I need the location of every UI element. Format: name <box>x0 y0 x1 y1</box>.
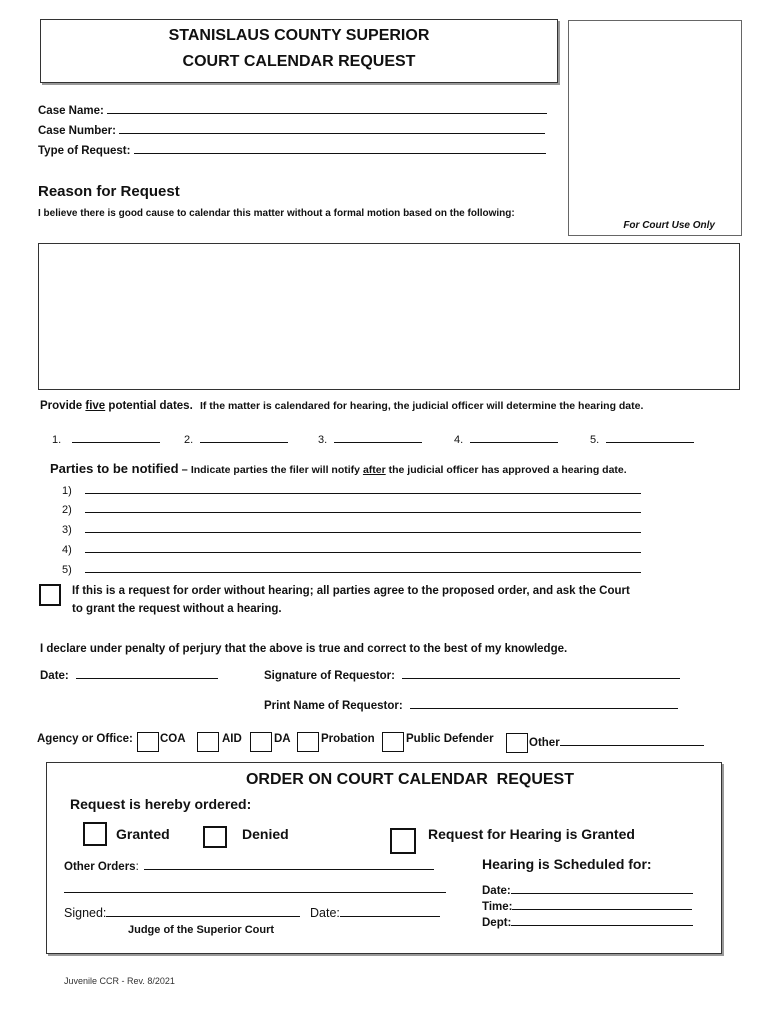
hearing-granted-label: Request for Hearing is Granted <box>428 826 635 842</box>
hearing-scheduled-label: Hearing is Scheduled for: <box>482 856 652 872</box>
parties-heading: Parties to be notified <box>50 461 179 476</box>
type-of-request-row <box>38 141 546 157</box>
court-use-label: For Court Use Only <box>623 220 715 231</box>
reason-textbox[interactable] <box>38 243 740 390</box>
party-number-1: 1) <box>62 485 72 497</box>
order-ordered-label: Request is hereby ordered: <box>70 796 252 812</box>
hearing-time-row <box>482 897 692 913</box>
other-orders-field-2[interactable] <box>64 880 446 893</box>
print-name-field[interactable] <box>410 696 678 709</box>
reason-intro: I believe there is good cause to calendar this matter without a formal motion based on the following: <box>38 208 515 219</box>
party-row-4 <box>62 540 641 556</box>
declaration-date-field[interactable] <box>76 666 218 679</box>
party-field-4[interactable] <box>85 540 641 553</box>
agency-option-coa: COA <box>160 733 186 745</box>
date-number-5: 5. <box>590 434 600 446</box>
signed-field[interactable] <box>106 904 300 917</box>
dates-lead: Provide <box>40 400 86 412</box>
party-number-2: 2) <box>62 504 72 516</box>
date-number-2: 2. <box>184 434 194 446</box>
agency-checkbox-other[interactable] <box>506 733 528 753</box>
order-date-label: Date: <box>310 906 340 920</box>
hearing-date-field[interactable] <box>511 881 693 894</box>
hearing-dept-label: Dept: <box>482 917 512 929</box>
party-field-1[interactable] <box>85 481 641 494</box>
agency-other-field[interactable] <box>560 733 704 746</box>
case-name-field[interactable] <box>107 101 547 114</box>
agency-label: Agency or Office: <box>37 733 133 745</box>
signature-row <box>264 666 680 682</box>
type-of-request-label: Type of Request: <box>38 145 131 157</box>
agency-option-other: Other <box>529 737 560 749</box>
other-orders-colon: : <box>135 861 139 873</box>
date-field-2[interactable] <box>200 430 288 443</box>
date-field-4[interactable] <box>470 430 558 443</box>
date-option-4 <box>454 430 558 446</box>
signed-row <box>64 904 300 920</box>
declaration-date-label: Date: <box>40 670 69 682</box>
other-orders-field-1[interactable] <box>144 857 434 870</box>
other-orders-row <box>64 857 434 873</box>
date-option-1 <box>52 430 160 446</box>
case-name-label: Case Name: <box>38 105 104 117</box>
party-field-3[interactable] <box>85 520 641 533</box>
title-line-1: STANISLAUS COUNTY SUPERIOR <box>168 27 430 44</box>
hearing-date-row <box>482 881 693 897</box>
dates-instruction <box>40 400 643 412</box>
case-number-label: Case Number: <box>38 125 116 137</box>
date-option-3 <box>318 430 422 446</box>
agency-option-probation: Probation <box>321 733 375 745</box>
dates-note: If the matter is calendared for hearing, the judicial officer will determine the hearing date. <box>199 400 644 412</box>
date-option-2 <box>184 430 288 446</box>
granted-label: Granted <box>116 826 170 842</box>
denied-label: Denied <box>242 826 289 842</box>
other-orders-label: Other Orders <box>64 861 136 873</box>
agency-checkbox-da[interactable] <box>250 732 272 752</box>
order-date-field[interactable] <box>340 904 440 917</box>
party-row-3 <box>62 520 641 536</box>
agency-option-aid: AID <box>222 733 242 745</box>
date-option-5 <box>590 430 694 446</box>
party-number-3: 3) <box>62 524 72 536</box>
hearing-granted-checkbox[interactable] <box>390 828 416 854</box>
hearing-dept-field[interactable] <box>511 913 693 926</box>
party-row-2 <box>62 500 641 516</box>
order-title: ORDER ON COURT CALENDAR REQUEST <box>245 771 574 788</box>
no-hearing-checkbox[interactable] <box>39 584 61 606</box>
case-name-row <box>38 101 547 117</box>
hearing-dept-row <box>482 913 693 929</box>
date-number-3: 3. <box>318 434 328 446</box>
denied-checkbox[interactable] <box>203 826 227 848</box>
no-hearing-line-2: to grant the request without a hearing. <box>72 603 282 615</box>
case-number-row <box>38 121 545 137</box>
party-row-5 <box>62 560 641 576</box>
agency-checkbox-probation[interactable] <box>297 732 319 752</box>
print-name-row <box>264 696 678 712</box>
print-name-label: Print Name of Requestor: <box>264 700 403 712</box>
parties-dash: – <box>178 464 191 476</box>
footer-revision: Juvenile CCR - Rev. 8/2021 <box>64 976 175 986</box>
agency-option-da: DA <box>274 733 291 745</box>
date-number-1: 1. <box>52 434 62 446</box>
order-date-row <box>310 904 440 920</box>
agency-checkbox-aid[interactable] <box>197 732 219 752</box>
no-hearing-text <box>72 582 630 618</box>
type-of-request-field[interactable] <box>134 141 546 154</box>
granted-checkbox[interactable] <box>83 822 107 846</box>
parties-note-after: after <box>362 464 386 476</box>
hearing-time-label: Time: <box>482 901 513 913</box>
title-box <box>40 19 558 83</box>
party-field-5[interactable] <box>85 560 641 573</box>
hearing-date-label: Date: <box>482 885 511 897</box>
parties-note-pre: Indicate parties the filer will notify <box>190 464 363 476</box>
party-number-5: 5) <box>62 564 72 576</box>
dates-lead-rest: potential dates. <box>105 400 193 412</box>
hearing-time-field[interactable] <box>512 897 692 910</box>
no-hearing-line-1: If this is a request for order without hearing; all parties agree to the proposed order, and ask the Court <box>72 585 630 597</box>
agency-other-row <box>529 733 704 749</box>
agency-checkbox-coa[interactable] <box>137 732 159 752</box>
dates-five: five <box>85 400 106 412</box>
declaration-date-row <box>40 666 218 682</box>
reason-heading: Reason for Request <box>38 183 180 200</box>
court-use-box <box>568 20 742 236</box>
date-field-1[interactable] <box>72 430 160 443</box>
declaration-text: I declare under penalty of perjury that the above is true and correct to the best of my knowledge. <box>40 643 568 655</box>
title-line-2: COURT CALENDAR REQUEST <box>182 53 416 70</box>
date-number-4: 4. <box>454 434 464 446</box>
judge-label: Judge of the Superior Court <box>128 924 275 936</box>
signed-label: Signed: <box>64 906 107 920</box>
signature-field[interactable] <box>402 666 680 679</box>
party-field-2[interactable] <box>85 500 641 513</box>
case-number-field[interactable] <box>119 121 545 134</box>
agency-checkbox-public-defender[interactable] <box>382 732 404 752</box>
party-number-4: 4) <box>62 544 72 556</box>
parties-instruction <box>50 460 627 478</box>
party-row-1 <box>62 481 641 497</box>
parties-note-post: the judicial officer has approved a hearing date. <box>385 464 627 476</box>
date-field-5[interactable] <box>606 430 694 443</box>
signature-label: Signature of Requestor: <box>264 670 395 682</box>
date-field-3[interactable] <box>334 430 422 443</box>
agency-option-public-defender: Public Defender <box>406 733 494 745</box>
